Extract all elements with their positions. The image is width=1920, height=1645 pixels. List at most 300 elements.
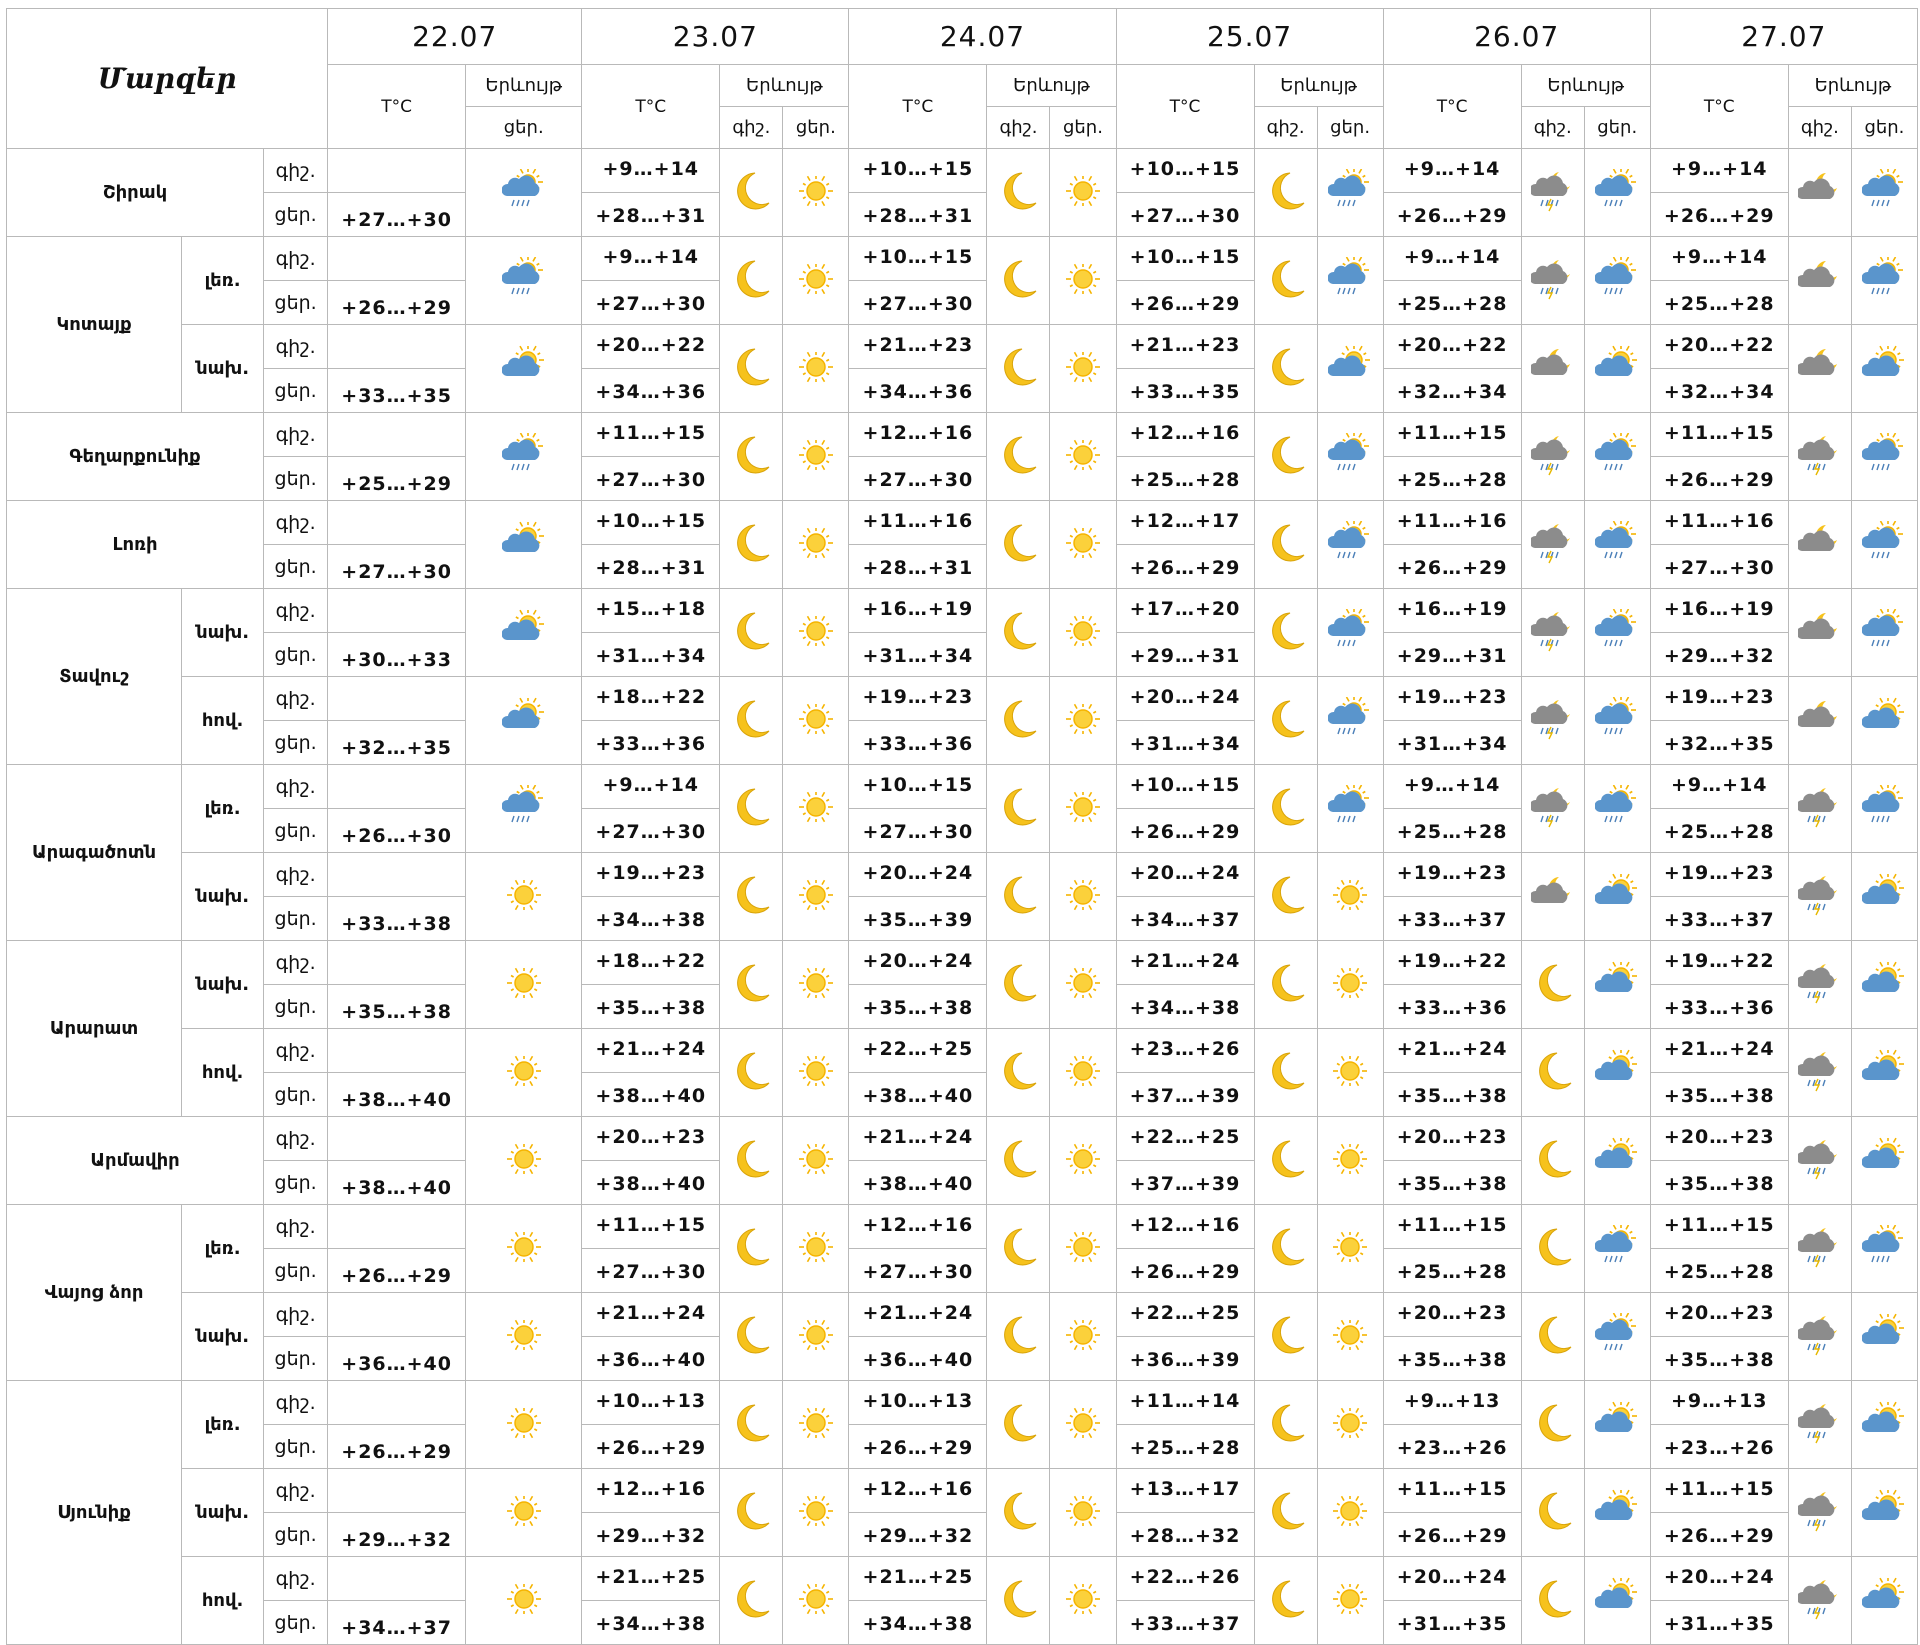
night-weather-icon-cell — [1254, 941, 1317, 1029]
temp-range-cell — [1116, 1557, 1254, 1645]
day-temp: +28…+31 — [862, 205, 974, 227]
moon-cloud-icon — [1798, 345, 1842, 389]
moon-cloud-rain-icon — [1798, 1577, 1842, 1621]
moon-cloud-icon — [1531, 345, 1575, 389]
moon-icon — [996, 961, 1040, 1005]
region-name: Տավուշ — [7, 589, 182, 765]
night-weather-icon-cell — [1521, 1557, 1584, 1645]
night-weather-icon-cell — [1254, 237, 1317, 325]
temp-column-header: T°C — [1383, 65, 1521, 149]
day-weather-icon-cell — [1317, 1205, 1383, 1293]
night-label: գիշ. — [264, 1557, 328, 1601]
night-temp: +20…+24 — [1384, 1557, 1521, 1601]
night-temp: +15…+18 — [582, 589, 719, 633]
day-temp: +26…+29 — [1396, 1525, 1508, 1547]
day-weather-icon-cell — [1851, 501, 1917, 589]
temp-range-cell — [1383, 325, 1521, 413]
sun-icon — [1061, 1313, 1105, 1357]
sun-cloud-icon — [1595, 1489, 1639, 1533]
zone-name: հով. — [182, 677, 264, 765]
night-temp: +19…+23 — [1384, 853, 1521, 897]
sun-icon — [794, 521, 838, 565]
sun-cloud-icon — [1595, 1137, 1639, 1181]
moon-icon — [996, 169, 1040, 213]
sun-icon — [1328, 961, 1372, 1005]
day-temp: +34…+36 — [862, 381, 974, 403]
night-weather-icon-cell — [720, 237, 783, 325]
temp-range-cell — [849, 1381, 987, 1469]
night-weather-icon-cell — [1788, 325, 1851, 413]
sun-icon — [794, 1577, 838, 1621]
day-label: ցեր. — [264, 1161, 328, 1205]
temp-range-cell — [1116, 501, 1254, 589]
day-label: ցեր. — [264, 1073, 328, 1117]
night-temp: +12…+16 — [849, 1205, 986, 1249]
sun-icon — [1328, 1489, 1372, 1533]
day-temp: +38…+40 — [862, 1173, 974, 1195]
moon-icon — [729, 609, 773, 653]
moon-icon — [1264, 1489, 1308, 1533]
day-temp: +26…+29 — [862, 1437, 974, 1459]
moon-icon — [1264, 1401, 1308, 1445]
day-weather-icon-cell — [1050, 1381, 1116, 1469]
moon-icon — [1264, 1313, 1308, 1357]
night-temp: +20…+23 — [582, 1117, 719, 1161]
temp-range-cell — [1383, 237, 1521, 325]
day-weather-icon-cell — [783, 1205, 849, 1293]
day-temp: +25…+28 — [1663, 1261, 1775, 1283]
day-temp: +35…+38 — [328, 985, 466, 1029]
temp-range-cell — [849, 677, 987, 765]
day-temp: +38…+40 — [862, 1085, 974, 1107]
night-temp: +9…+14 — [582, 149, 719, 193]
moon-icon — [996, 1137, 1040, 1181]
weather-icon-cell — [466, 1293, 582, 1381]
sun-cloud-icon — [1862, 961, 1906, 1005]
night-weather-icon-cell — [1254, 853, 1317, 941]
day-temp: +27…+30 — [1663, 557, 1775, 579]
day-weather-icon-cell — [1584, 149, 1650, 237]
moon-cloud-rain-icon — [1531, 521, 1575, 565]
day-temp: +33…+37 — [1396, 909, 1508, 931]
night-temp: +10…+15 — [849, 765, 986, 809]
night-temp: +11…+15 — [1651, 1205, 1788, 1249]
day-weather-icon-cell — [1050, 325, 1116, 413]
sun-cloud-rain-icon — [1862, 257, 1906, 301]
sun-icon — [794, 345, 838, 389]
day-temp: +33…+37 — [1129, 1613, 1241, 1635]
temp-range-cell — [582, 1029, 720, 1117]
day-weather-icon-cell — [1851, 677, 1917, 765]
moon-cloud-icon — [1798, 521, 1842, 565]
day-temp: +26…+29 — [328, 281, 466, 325]
temp-range-cell — [849, 1557, 987, 1645]
night-weather-icon-cell — [1521, 941, 1584, 1029]
night-weather-icon-cell — [987, 413, 1050, 501]
weather-icon-cell — [466, 1117, 582, 1205]
day-temp: +23…+26 — [1396, 1437, 1508, 1459]
night-temp-empty — [328, 1117, 466, 1161]
temp-range-cell — [1116, 765, 1254, 853]
night-weather-icon-cell — [1521, 149, 1584, 237]
sun-icon — [794, 257, 838, 301]
zone-name: լեռ. — [182, 1381, 264, 1469]
night-weather-icon-cell — [1521, 1205, 1584, 1293]
day-temp: +26…+29 — [1396, 557, 1508, 579]
day-temp: +26…+29 — [1663, 469, 1775, 491]
region-name: Վայոց ձոր — [7, 1205, 182, 1381]
day-temp: +37…+39 — [1129, 1173, 1241, 1195]
sun-cloud-rain-icon — [502, 257, 546, 301]
night-temp: +21…+25 — [582, 1557, 719, 1601]
day-temp: +26…+29 — [328, 1425, 466, 1469]
night-temp: +9…+14 — [1384, 149, 1521, 193]
moon-icon — [729, 1049, 773, 1093]
sun-icon — [1061, 169, 1105, 213]
sun-icon — [1061, 521, 1105, 565]
night-temp: +11…+15 — [1384, 413, 1521, 457]
phenomenon-header: Երևույթ — [720, 65, 849, 107]
day-subheader: ցեր. — [1584, 107, 1650, 149]
phenomenon-header: Երևույթ — [466, 65, 582, 107]
day-weather-icon-cell — [783, 1381, 849, 1469]
day-weather-icon-cell — [783, 325, 849, 413]
temp-range-cell — [1383, 501, 1521, 589]
sun-cloud-icon — [502, 521, 546, 565]
day-weather-icon-cell — [1584, 853, 1650, 941]
day-weather-icon-cell — [783, 677, 849, 765]
night-label: գիշ. — [264, 1469, 328, 1513]
night-temp: +20…+22 — [1384, 325, 1521, 369]
sun-icon — [1061, 433, 1105, 477]
temp-range-cell — [1116, 677, 1254, 765]
night-weather-icon-cell — [1521, 325, 1584, 413]
night-weather-icon-cell — [1788, 589, 1851, 677]
sun-cloud-icon — [1328, 345, 1372, 389]
night-temp: +9…+14 — [1651, 765, 1788, 809]
date-header: 22.07 — [328, 9, 582, 65]
sun-cloud-rain-icon — [1595, 433, 1639, 477]
day-temp: +26…+29 — [1129, 1261, 1241, 1283]
day-temp: +34…+38 — [595, 909, 707, 931]
night-weather-icon-cell — [720, 1117, 783, 1205]
moon-icon — [729, 1225, 773, 1269]
night-weather-icon-cell — [987, 1381, 1050, 1469]
moon-cloud-rain-icon — [1531, 257, 1575, 301]
night-temp: +11…+16 — [1651, 501, 1788, 545]
night-weather-icon-cell — [720, 325, 783, 413]
sun-icon — [1061, 1137, 1105, 1181]
night-label: գիշ. — [264, 765, 328, 809]
night-temp-empty — [328, 853, 466, 897]
moon-cloud-rain-icon — [1798, 873, 1842, 917]
night-weather-icon-cell — [1521, 1293, 1584, 1381]
day-weather-icon-cell — [783, 1293, 849, 1381]
day-temp: +25…+28 — [1396, 469, 1508, 491]
sun-cloud-icon — [502, 697, 546, 741]
zone-name: նախ. — [182, 853, 264, 941]
night-temp: +9…+14 — [1651, 149, 1788, 193]
night-weather-icon-cell — [720, 853, 783, 941]
night-temp: +22…+25 — [1117, 1293, 1254, 1337]
region-name: Լոռի — [7, 501, 264, 589]
day-temp: +33…+36 — [595, 733, 707, 755]
temp-range-cell — [1383, 1205, 1521, 1293]
weather-icon-cell — [466, 325, 582, 413]
night-weather-icon-cell — [1254, 413, 1317, 501]
sun-cloud-icon — [1595, 1577, 1639, 1621]
day-weather-icon-cell — [1851, 149, 1917, 237]
day-subheader: ցեր. — [1851, 107, 1917, 149]
day-weather-icon-cell — [1050, 1557, 1116, 1645]
day-temp: +35…+38 — [595, 997, 707, 1019]
night-weather-icon-cell — [1788, 1381, 1851, 1469]
moon-cloud-rain-icon — [1798, 433, 1842, 477]
temp-range-cell — [1650, 1205, 1788, 1293]
night-weather-icon-cell — [1254, 325, 1317, 413]
night-temp: +11…+15 — [1651, 1469, 1788, 1513]
temp-range-cell — [849, 941, 987, 1029]
temp-range-cell — [582, 1205, 720, 1293]
moon-cloud-rain-icon — [1798, 1401, 1842, 1445]
moon-icon — [996, 873, 1040, 917]
night-weather-icon-cell — [1521, 853, 1584, 941]
sun-icon — [1061, 785, 1105, 829]
date-header: 23.07 — [582, 9, 849, 65]
day-weather-icon-cell — [783, 765, 849, 853]
night-weather-icon-cell — [987, 1205, 1050, 1293]
night-temp-empty — [328, 1205, 466, 1249]
moon-icon — [996, 785, 1040, 829]
day-temp: +29…+31 — [1129, 645, 1241, 667]
moon-icon — [996, 1401, 1040, 1445]
day-temp: +29…+32 — [862, 1525, 974, 1547]
moon-icon — [729, 1313, 773, 1357]
day-weather-icon-cell — [1584, 501, 1650, 589]
day-subheader: ցեր. — [783, 107, 849, 149]
day-temp: +25…+28 — [1129, 469, 1241, 491]
sun-cloud-rain-icon — [1328, 785, 1372, 829]
night-weather-icon-cell — [1254, 765, 1317, 853]
day-temp: +34…+37 — [1129, 909, 1241, 931]
night-weather-icon-cell — [720, 765, 783, 853]
night-temp: +19…+23 — [1651, 677, 1788, 721]
sun-icon — [1061, 257, 1105, 301]
day-weather-icon-cell — [1851, 325, 1917, 413]
moon-cloud-icon — [1798, 257, 1842, 301]
sun-cloud-rain-icon — [1595, 521, 1639, 565]
day-label: ցեր. — [264, 1337, 328, 1381]
day-weather-icon-cell — [783, 1117, 849, 1205]
moon-icon — [729, 169, 773, 213]
moon-cloud-rain-icon — [1531, 697, 1575, 741]
temp-range-cell — [1116, 413, 1254, 501]
day-temp: +28…+31 — [595, 205, 707, 227]
night-weather-icon-cell — [987, 941, 1050, 1029]
moon-icon — [729, 1137, 773, 1181]
sun-cloud-rain-icon — [502, 169, 546, 213]
weather-icon-cell — [466, 149, 582, 237]
night-label: գիշ. — [264, 1029, 328, 1073]
night-weather-icon-cell — [1521, 237, 1584, 325]
weather-icon-cell — [466, 589, 582, 677]
day-weather-icon-cell — [1851, 1205, 1917, 1293]
day-weather-icon-cell — [1851, 941, 1917, 1029]
sun-cloud-rain-icon — [1328, 697, 1372, 741]
temp-range-cell — [1116, 325, 1254, 413]
day-temp: +36…+40 — [862, 1349, 974, 1371]
moon-icon — [996, 257, 1040, 301]
temp-range-cell — [1650, 325, 1788, 413]
moon-icon — [1531, 1313, 1575, 1357]
day-label: ցեր. — [264, 1425, 328, 1469]
night-temp: +10…+15 — [849, 237, 986, 281]
moon-icon — [1264, 169, 1308, 213]
temp-range-cell — [582, 325, 720, 413]
temp-range-cell — [582, 237, 720, 325]
night-weather-icon-cell — [720, 149, 783, 237]
moon-icon — [729, 257, 773, 301]
sun-icon — [794, 961, 838, 1005]
weather-icon-cell — [466, 1469, 582, 1557]
sun-cloud-icon — [1862, 1489, 1906, 1533]
date-header: 25.07 — [1116, 9, 1383, 65]
date-header: 24.07 — [849, 9, 1116, 65]
night-temp-empty — [328, 149, 466, 193]
day-weather-icon-cell — [1050, 149, 1116, 237]
night-weather-icon-cell — [1254, 677, 1317, 765]
sun-cloud-rain-icon — [1862, 609, 1906, 653]
day-weather-icon-cell — [1317, 413, 1383, 501]
temp-range-cell — [1383, 1029, 1521, 1117]
night-temp: +19…+22 — [1384, 941, 1521, 985]
night-label: գիշ. — [264, 1205, 328, 1249]
temp-range-cell — [1650, 1293, 1788, 1381]
night-temp: +21…+24 — [582, 1293, 719, 1337]
night-weather-icon-cell — [987, 1293, 1050, 1381]
day-subheader: ցեր. — [466, 107, 582, 149]
night-weather-icon-cell — [720, 1469, 783, 1557]
day-temp: +27…+30 — [595, 469, 707, 491]
moon-icon — [1264, 785, 1308, 829]
night-weather-icon-cell — [720, 1293, 783, 1381]
day-temp: +34…+38 — [595, 1613, 707, 1635]
day-weather-icon-cell — [1050, 677, 1116, 765]
moon-icon — [996, 1489, 1040, 1533]
day-weather-icon-cell — [1317, 1381, 1383, 1469]
temp-range-cell — [1383, 853, 1521, 941]
moon-cloud-rain-icon — [1531, 785, 1575, 829]
temp-range-cell — [1383, 765, 1521, 853]
day-temp: +36…+39 — [1129, 1349, 1241, 1371]
regions-header: Մարզեր — [7, 9, 328, 149]
night-temp: +20…+23 — [1384, 1293, 1521, 1337]
day-temp: +32…+35 — [1663, 733, 1775, 755]
day-label: ցեր. — [264, 545, 328, 589]
sun-cloud-icon — [1862, 697, 1906, 741]
day-label: ցեր. — [264, 1249, 328, 1293]
day-weather-icon-cell — [1584, 325, 1650, 413]
moon-cloud-icon — [1531, 873, 1575, 917]
sun-icon — [794, 169, 838, 213]
day-weather-icon-cell — [1050, 1205, 1116, 1293]
night-temp: +16…+19 — [849, 589, 986, 633]
day-temp: +33…+35 — [1129, 381, 1241, 403]
night-weather-icon-cell — [987, 853, 1050, 941]
night-weather-icon-cell — [1254, 1557, 1317, 1645]
night-temp: +10…+15 — [1117, 237, 1254, 281]
night-label: գիշ. — [264, 149, 328, 193]
temp-range-cell — [582, 501, 720, 589]
day-temp: +32…+35 — [328, 721, 466, 765]
temp-range-cell — [1383, 1293, 1521, 1381]
moon-cloud-rain-icon — [1798, 1137, 1842, 1181]
sun-cloud-rain-icon — [502, 433, 546, 477]
night-weather-icon-cell — [1788, 677, 1851, 765]
zone-name: լեռ. — [182, 1205, 264, 1293]
day-temp: +26…+29 — [1663, 1525, 1775, 1547]
moon-icon — [1264, 257, 1308, 301]
day-label: ցեր. — [264, 809, 328, 853]
night-label: գիշ. — [264, 237, 328, 281]
temp-range-cell — [582, 1469, 720, 1557]
day-temp: +25…+28 — [1663, 293, 1775, 315]
night-weather-icon-cell — [720, 1205, 783, 1293]
temp-range-cell — [582, 1293, 720, 1381]
day-temp: +25…+28 — [1396, 821, 1508, 843]
temp-range-cell — [1650, 237, 1788, 325]
night-temp: +9…+14 — [1384, 237, 1521, 281]
night-label: գիշ. — [264, 1381, 328, 1425]
night-temp-empty — [328, 1029, 466, 1073]
sun-cloud-icon — [1595, 1049, 1639, 1093]
moon-icon — [1264, 961, 1308, 1005]
day-temp: +31…+34 — [1396, 733, 1508, 755]
sun-icon — [1328, 1049, 1372, 1093]
night-temp: +11…+16 — [849, 501, 986, 545]
sun-cloud-icon — [1862, 1313, 1906, 1357]
temp-range-cell — [849, 765, 987, 853]
night-temp: +11…+15 — [1651, 413, 1788, 457]
sun-icon — [1061, 1049, 1105, 1093]
night-weather-icon-cell — [987, 237, 1050, 325]
temp-range-cell — [582, 853, 720, 941]
day-temp: +29…+32 — [1663, 645, 1775, 667]
date-header: 26.07 — [1383, 9, 1650, 65]
sun-icon — [502, 1577, 546, 1621]
temp-range-cell — [582, 1381, 720, 1469]
day-temp: +26…+29 — [1129, 293, 1241, 315]
day-weather-icon-cell — [1050, 765, 1116, 853]
moon-icon — [729, 433, 773, 477]
day-temp: +26…+29 — [595, 1437, 707, 1459]
temp-range-cell — [849, 853, 987, 941]
night-temp: +12…+16 — [1117, 1205, 1254, 1249]
temp-range-cell — [582, 765, 720, 853]
day-weather-icon-cell — [1317, 1557, 1383, 1645]
night-temp: +9…+14 — [582, 765, 719, 809]
day-temp: +35…+38 — [1663, 1085, 1775, 1107]
night-weather-icon-cell — [1254, 1029, 1317, 1117]
weather-forecast-table — [6, 8, 1918, 1645]
night-weather-icon-cell — [1788, 1117, 1851, 1205]
night-weather-icon-cell — [987, 501, 1050, 589]
day-temp: +25…+28 — [1129, 1437, 1241, 1459]
temp-range-cell — [1650, 501, 1788, 589]
day-temp: +26…+29 — [1129, 557, 1241, 579]
moon-icon — [1264, 433, 1308, 477]
night-temp: +10…+15 — [849, 149, 986, 193]
